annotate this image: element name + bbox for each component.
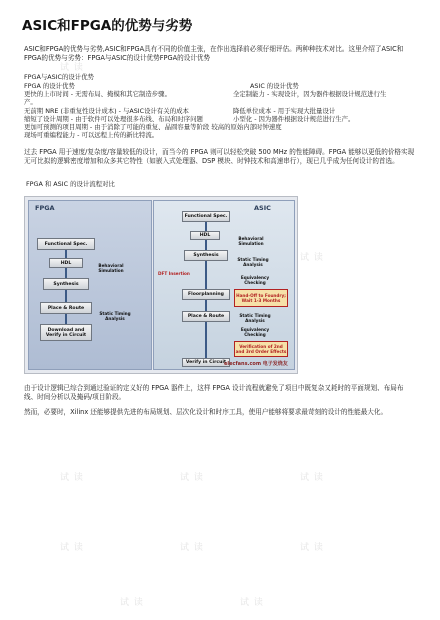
comparison-row: 产。 [24, 98, 37, 106]
flow-side-step: Static Timing Analysis [237, 257, 269, 267]
flow-side-step: Static Timing Analysis [239, 313, 271, 323]
watermark: 试 读 [60, 63, 84, 73]
watermark: 试 读 [300, 543, 324, 553]
dft-insertion-label: DFT Insertion [158, 271, 190, 276]
watermark: 试 读 [180, 543, 204, 553]
watermark: 试 读 [60, 473, 84, 483]
comparison-heading: FPGA与ASIC的设计优势 [24, 73, 94, 81]
watermark: 试 读 [300, 253, 324, 263]
flow-arrow [65, 250, 67, 258]
flow-step: HDL [190, 231, 220, 240]
comparison-row: 现场可重编程能力 - 可以远程上传的新比特流。 [24, 131, 159, 139]
flow-step: Functional Spec. [182, 211, 230, 222]
watermark: 试 读 [60, 543, 84, 553]
flow-step: Synthesis [184, 250, 228, 261]
watermark: 试 读 [240, 598, 264, 608]
flow-arrow [65, 290, 67, 302]
flow-step: Place & Route [182, 311, 230, 322]
flow-side-step: Equivalency Checking [240, 275, 270, 285]
watermark: 试 读 [300, 473, 324, 483]
comparison-row: 小型化 - 因为器件根据设计规范进行生产。 [233, 115, 355, 123]
flow-side-step: Equivalency Checking [240, 327, 270, 337]
flow-step: HDL [49, 258, 83, 268]
fpga-advantage-label: FPGA 的设计优势 [24, 82, 75, 90]
page-title: ASIC和FPGA的优势与劣势 [22, 18, 193, 34]
design-flow-figure [24, 196, 298, 374]
flow-arrow [65, 268, 67, 278]
flow-arrow [65, 314, 67, 324]
intro-paragraph: ASIC和FPGA的优势与劣势,ASIC和FPGA具有不同的价值主张，在作出选择前必须仔细评估。两种种技术对比。这里介绍了ASIC和FPGA的优势与劣势：FPGA与ASIC的设计优势FPGA的设计优势 [24, 45, 404, 63]
flow-side-step: Behavioral Simulation [238, 236, 264, 246]
flow-step: Functional Spec. [37, 238, 95, 250]
asic-pane-title: ASIC [254, 204, 271, 212]
flow-step: Download and Verify in Circuit [40, 324, 92, 341]
asic-advantage-label: ASIC 的设计优势 [250, 82, 299, 90]
flow-step: Place & Route [40, 302, 92, 314]
watermark: 试 读 [120, 598, 144, 608]
fpga-flow-pane [28, 200, 152, 370]
comparison-row: 无前期 NRE (非重复性设计成本) - 与ASIC设计有关的成本 [24, 107, 189, 115]
comparison-row: 更加可预测的项目周期 - 由于消除了可能的重复、晶圆容量等阶段 较高的原始内部时钟速度 [24, 123, 282, 131]
flow-arrow [205, 261, 207, 289]
comparison-row: 降低单位成本 - 用于实现大批量设计 [233, 107, 336, 115]
asic-flow-pane [153, 200, 295, 370]
flow-step: Verify in Circuit [182, 358, 230, 367]
flow-arrow [205, 240, 207, 250]
figure-caption: FPGA 和 ASIC 的设计流程对比 [26, 180, 115, 188]
speed-paragraph: 过去 FPGA 用于速度/复杂度/容量较低的设计，而当今的 FPGA 则可以轻松突破 500 MHz 的性能障碍。FPGA 能够以更低的价格实现无可比拟的逻辑密度增加和众多其它特性（如嵌入式处理器、DSP 模块、时钟技术和高速串行），现已几乎成为任何设计的首选。 [24, 148, 415, 166]
flow-side-step: Static Timing Analysis [99, 311, 131, 321]
fpga-pane-title: FPGA [35, 204, 55, 212]
comparison-row: 缩短了设计周期 - 由于软件可以处理很多布线、布局和时序问题 [24, 115, 203, 123]
flow-step: Synthesis [43, 278, 89, 290]
flow-arrow [205, 300, 207, 311]
verification-step: Verification of 2nd and 3rd Order Effects [234, 341, 288, 357]
flow-side-step: Behavioral Simulation [98, 263, 124, 273]
flow-paragraph: 由于设计逻辑已综合到通过验证的定义好的 FPGA 器件上，这样 FPGA 设计流程就避免了项目中既复杂又耗时的平面规划、布局布线、时间分析以及掩码/项目阶段。 [24, 384, 404, 402]
elecfans-logo: elecfans.com 电子发烧友 [224, 361, 288, 367]
xilinx-paragraph: 然而，必要时，Xilinx 还能够提供先进的布局规划、层次化设计和时序工具，使用户能够将要求最苛刻的设计的性能最大化。 [24, 408, 388, 416]
hand-off-step: Hand-Off to Foundry; Wait 1-3 Months [234, 289, 288, 307]
flow-step: Floorplanning [182, 289, 230, 300]
comparison-row: 全定制能力 - 实现设计，因为器件根据设计规范进行生 [233, 90, 387, 98]
flow-arrow [205, 222, 207, 231]
flow-arrow [205, 322, 207, 358]
watermark: 试 读 [180, 473, 204, 483]
comparison-row: 更快的上市时间 - 无需布局、掩模和其它制造步骤。 [24, 90, 171, 98]
